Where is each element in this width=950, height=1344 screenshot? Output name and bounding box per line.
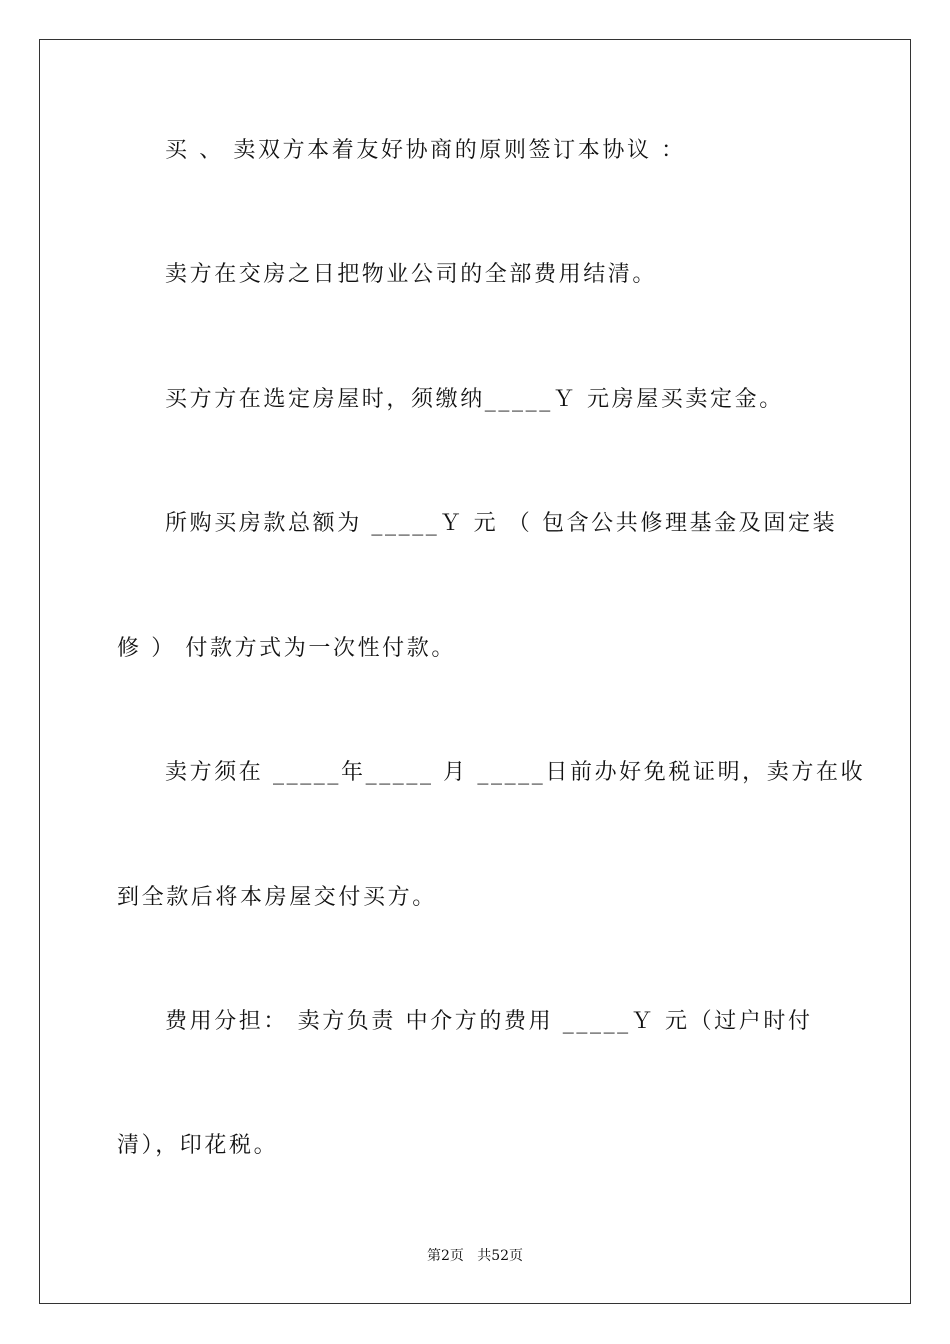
tax-certificate-line: 卖方须在 _____年_____ 月 _____日前办好免税证明，卖方在收 xyxy=(165,760,866,785)
payment-method-line: 修 ） 付款方式为一次性付款。 xyxy=(117,636,456,661)
fee-settlement-line: 卖方在交房之日把物业公司的全部费用结清。 xyxy=(165,262,658,287)
cost-sharing-line: 费用分担： 卖方负责 中介方的费用 _____Ｙ 元（过户时付 xyxy=(165,1009,813,1034)
deposit-line: 买方方在选定房屋时，须缴纳_____Ｙ 元房屋买卖定金。 xyxy=(165,387,784,412)
stamp-tax-line: 清），印花税。 xyxy=(117,1133,279,1158)
page-frame xyxy=(39,39,911,1304)
handover-line: 到全款后将本房屋交付买方。 xyxy=(117,885,437,910)
total-price-line: 所购买房款总额为 _____Ｙ 元 （ 包含公共修理基金及固定装 xyxy=(165,511,838,536)
agreement-intro-line: 买 、 卖双方本着友好协商的原则签订本协议 ： xyxy=(165,138,686,163)
page-number-footer: 第2页 共52页 xyxy=(426,1248,524,1264)
